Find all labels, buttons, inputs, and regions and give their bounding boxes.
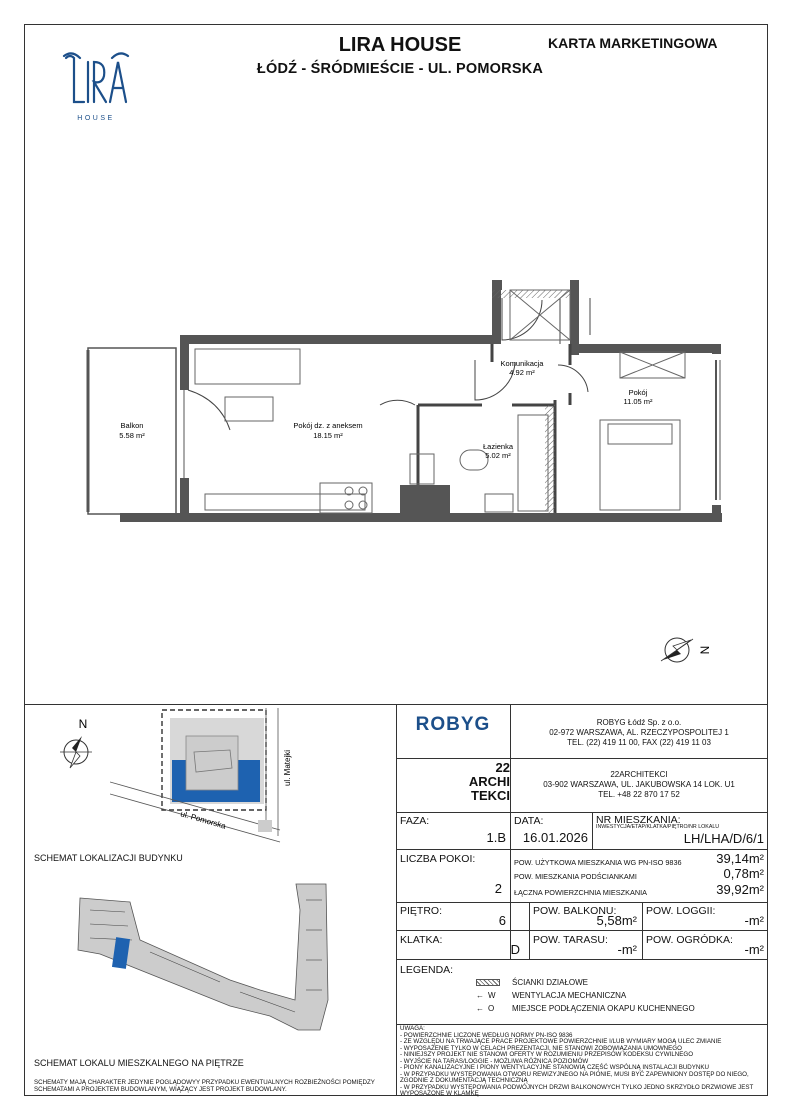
klatka-label: KLATKA: xyxy=(400,934,443,946)
arrow-left-icon: ← W xyxy=(476,991,496,1000)
compass-icon xyxy=(655,630,715,670)
legend-item: ← O MIEJSCE PODŁĄCZENIA OKAPU KUCHENNEGO xyxy=(476,1004,695,1013)
location-map xyxy=(110,708,300,848)
ogrodek-label: POW. OGRÓDKA: xyxy=(646,934,733,946)
project-location: ŁÓDŹ - ŚRÓDMIEŚCIE - UL. POMORSKA xyxy=(256,61,544,77)
room-name-bath: Łazienka xyxy=(482,442,514,451)
room-area-living: 18.15 m² xyxy=(313,431,343,440)
location-compass xyxy=(52,714,102,774)
legend-item: ← W WENTYLACJA MECHANICZNA xyxy=(476,991,627,1000)
floor-plan xyxy=(80,280,730,530)
area-slope-value: 0,78m² xyxy=(723,866,764,881)
ogrodek-value: -m² xyxy=(744,942,764,957)
balkon-label: POW. BALKONU: xyxy=(533,905,617,917)
pietro-value: 6 xyxy=(498,913,506,928)
developer-address: 02-972 WARSZAWA, AL. RZECZYPOSPOLITEJ 1 xyxy=(549,728,729,737)
area-slope-label: POW. MIESZKANIA PODŚCIANKAMI xyxy=(514,872,637,881)
room-area-bath: 5.02 m² xyxy=(485,451,511,460)
architect-phone: TEL. +48 22 870 17 52 xyxy=(598,790,680,799)
developer-phone: TEL. (22) 419 11 00, FAX (22) 419 11 03 xyxy=(567,738,711,747)
taras-label: POW. TARASU: xyxy=(533,934,608,946)
pokoi-value: 2 xyxy=(494,881,502,896)
pokoi-label: LICZBA POKOI: xyxy=(400,853,476,865)
developer-name: ROBYG Łódź Sp. z o.o. xyxy=(596,718,682,727)
arrow-left-icon: ← O xyxy=(476,1004,495,1013)
card-type: KARTA MARKETINGOWA xyxy=(548,35,718,51)
legend-title: LEGENDA: xyxy=(400,964,454,976)
area-use-label: POW. UŻYTKOWA MIESZKANIA WG PN-ISO 9836 xyxy=(514,858,682,867)
hatch-icon xyxy=(476,979,500,986)
nr-value: LH/LHA/D/6/1 xyxy=(683,831,764,846)
robyg-logo: ROBYG xyxy=(415,714,491,735)
street-label-pomorska: ul. Pomorska xyxy=(179,809,227,831)
architect-info xyxy=(510,770,768,800)
notes: UWAGA: - POWIERZCHNIE LICZONE WEDŁUG NORMY PN-ISO 9836 - ZE WZGLĘDU NA TRWAJĄCE PRACE PROJEKTOWE POWIERZCHNIE I/LUB WYMIARY MOGĄ ULEC ZMIANIE - WYPOSAŻENIE TYLKO W CELACH PREZENTACJI, NIE STANOWI ZOBOWIĄZANIA UMOWNEGO - NINIEJSZY PROJEKT NIE STANOWI OFERTY W ROZUMIENIU PRZEPISÓW KODEKSU CYWILNEGO - WYJŚCIE NA TARAS/LOGGIE - MOŻLIWA RÓŻNICA POZIOMÓW - PIONY KANALIZACYJNE I PIONY WENTYLACYJNE STANOWIĄ CZĘŚĆ WSPÓLNĄ INSTALACJI BUDYNKU - W PRZYPADKU WYSTĘPOWANIA OTWORU REWIZYJNEGO NA PIONIE, MUSI BYĆ ZAPEWNIONY DOSTĘP DO NIEGO, ZGODNIE Z DOKUMENTACJĄ TECHNICZNĄ - W PRZYPADKU WYSTĘPOWANIA PODWÓJNYCH DRZWI BALKONOWYCH TYLKO JEDNO SKRZYDŁO DRZWIOWE JEST WYPOSAŻONE W KLAMKĘ xyxy=(400,1025,754,1097)
balkon-value: 5,58m² xyxy=(596,913,637,928)
architect-address: 03-902 WARSZAWA, UL. JAKUBOWSKA 14 LOK. U1 xyxy=(543,780,735,789)
area-total-value: 39,92m² xyxy=(716,882,764,897)
room-name-living: Pokój dz. z aneksem xyxy=(293,421,363,430)
room-name-balkon: Balkon xyxy=(120,421,144,430)
pietro-label: PIĘTRO: xyxy=(400,905,443,917)
faza-label: FAZA: xyxy=(400,815,430,827)
caption-building: SCHEMAT LOKALIZACJI BUDYNKU xyxy=(34,853,183,863)
loggia-value: -m² xyxy=(744,913,764,928)
compass-letter-plan: N xyxy=(698,645,712,655)
klatka-value: D xyxy=(510,942,520,957)
caption-floor: SCHEMAT LOKALU MIESZKALNEGO NA PIĘTRZE xyxy=(34,1058,244,1068)
taras-value: -m² xyxy=(617,942,637,957)
data-label: DATA: xyxy=(514,815,544,827)
nr-label: NR MIESZKANIA: xyxy=(596,814,681,826)
architect-logo: 22 ARCHI TEKCI xyxy=(468,760,510,803)
legend-item: ŚCIANKI DZIAŁOWE xyxy=(476,976,766,989)
floor-schematic xyxy=(70,880,350,1040)
area-total-label: ŁĄCZNA POWIERZCHNIA MIESZKANIA xyxy=(514,888,647,897)
compass-letter-location: N xyxy=(78,717,88,731)
disclaimer: SCHEMATY MAJĄ CHARAKTER JEDYNIE POGLĄDOWYY PRZYPADKU EWENTUALNYCH ROZBIEŻNOŚCI POMIĘDZY SCHEMATAMI A PROJEKTEM BUDOWLANYM, WIĄŻĄCY JEST PROJEKT BUDOWLANY. xyxy=(34,1079,375,1093)
developer-info xyxy=(510,718,768,748)
street-label-matejki: ul. Matejki xyxy=(283,749,292,787)
legend-list xyxy=(476,976,766,1015)
project-title: LIRA HOUSE xyxy=(338,34,462,56)
nr-sublabel: INWESTYCJA/ETAP/KLATKA/PIĘTRO/NR LOKALU xyxy=(596,824,720,830)
room-name-bedroom: Pokój xyxy=(628,388,648,397)
compass-icon xyxy=(52,714,102,774)
faza-value: 1.B xyxy=(486,830,506,845)
plan-compass xyxy=(655,630,715,670)
room-area-hall: 4.92 m² xyxy=(509,368,535,377)
lira-house-logo xyxy=(60,52,132,124)
architect-name: 22ARCHITEKCI xyxy=(610,770,668,779)
logo-subtext: HOUSE xyxy=(77,115,115,122)
loggia-label: POW. LOGGII: xyxy=(646,905,716,917)
room-area-bedroom: 11.05 m² xyxy=(623,397,653,406)
area-use-value: 39,14m² xyxy=(716,851,764,866)
data-value: 16.01.2026 xyxy=(522,830,588,845)
lira-logo-icon xyxy=(60,52,132,124)
room-name-hall: Komunikacja xyxy=(500,359,544,368)
room-area-balkon: 5.58 m² xyxy=(119,431,145,440)
